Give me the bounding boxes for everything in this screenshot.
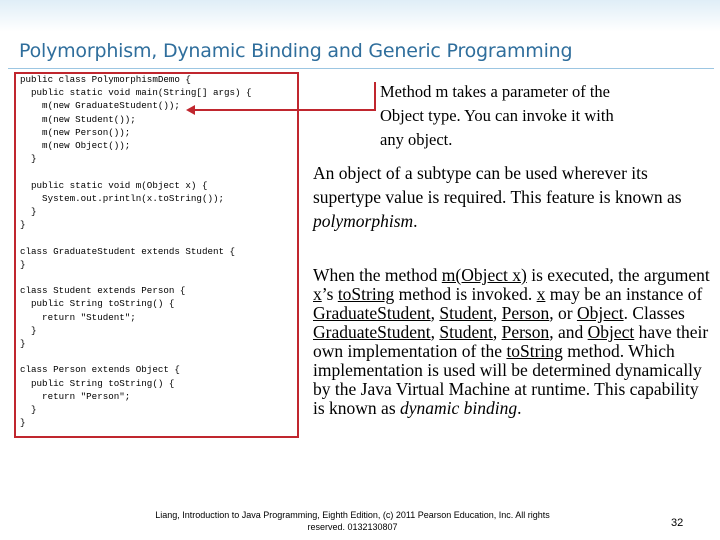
code-term: GraduateStudent [313,322,431,342]
slide-header-band [0,0,720,32]
code-term: x [313,284,322,304]
text-segment: , [492,322,502,342]
callout-arrow-line [193,109,376,111]
code-term: m(Object x) [441,265,527,285]
text-segment: , and [549,322,588,342]
code-term: toString [506,341,563,361]
polymorphism-paragraph [313,161,713,233]
code-listing: public class PolymorphismDemo { public static void main(String[] args) { m(new GraduateStudent()); m(new Student()); m(new Person()); m(new Object()); } public static void m(Object x) { System.out.println(x.toString()); } } class GraduateStudent extends Student { } class Student extends Person { public String toString() { return "Student"; } } class Person extends Object { public String toString() { return "Person"; } } [20,74,252,429]
text-segment: . Classes [623,303,685,323]
code-term: Person [501,303,550,323]
callout-arrow-head [186,105,195,115]
text-segment: , [430,322,440,342]
polymorphism-text: An object of a subtype can be used wherever its supertype value is required. This feature is known as [313,163,682,207]
title-divider [8,68,714,69]
code-term: Student [439,322,493,342]
code-term: Student [439,303,493,323]
text-segment: ’s [321,284,338,304]
text-segment: method. Which implementation is used will be determined dynamically by the Java Virtual Machine at runtime. This capability is known as [313,341,702,418]
code-term: Object [576,303,624,323]
code-term: Person [501,322,550,342]
text-segment: method is invoked. [394,284,537,304]
callout-method-m: Method m takes a parameter of the Object type. You can invoke it with any object. [380,82,614,149]
text-segment: When the method [313,265,442,285]
text-segment: . [517,398,522,418]
callout-arrow-connector [374,82,376,110]
dynamic-binding-paragraph [313,266,713,418]
text-segment: may be an instance of [545,284,703,304]
dynamic-binding-term: dynamic binding [400,398,518,418]
text-segment: have their own implementation of the [313,322,709,361]
polymorphism-end: . [413,211,418,231]
code-term: x [536,284,546,304]
code-term: toString [337,284,395,304]
text-segment: is executed, the argument [526,265,710,285]
code-term: GraduateStudent [313,303,431,323]
polymorphism-term: polymorphism [313,211,414,231]
slide-title: Polymorphism, Dynamic Binding and Generic Programming [19,40,573,62]
page-number: 32 [671,517,684,529]
text-segment: , [492,303,502,323]
text-segment: , [430,303,440,323]
slide-footer: Liang, Introduction to Java Programming, Eighth Edition, (c) 2011 Pearson Education, Inc. All rights reserved. 0132130807 [155,510,550,532]
text-segment: , or [549,303,577,323]
code-term: Object [587,322,635,342]
